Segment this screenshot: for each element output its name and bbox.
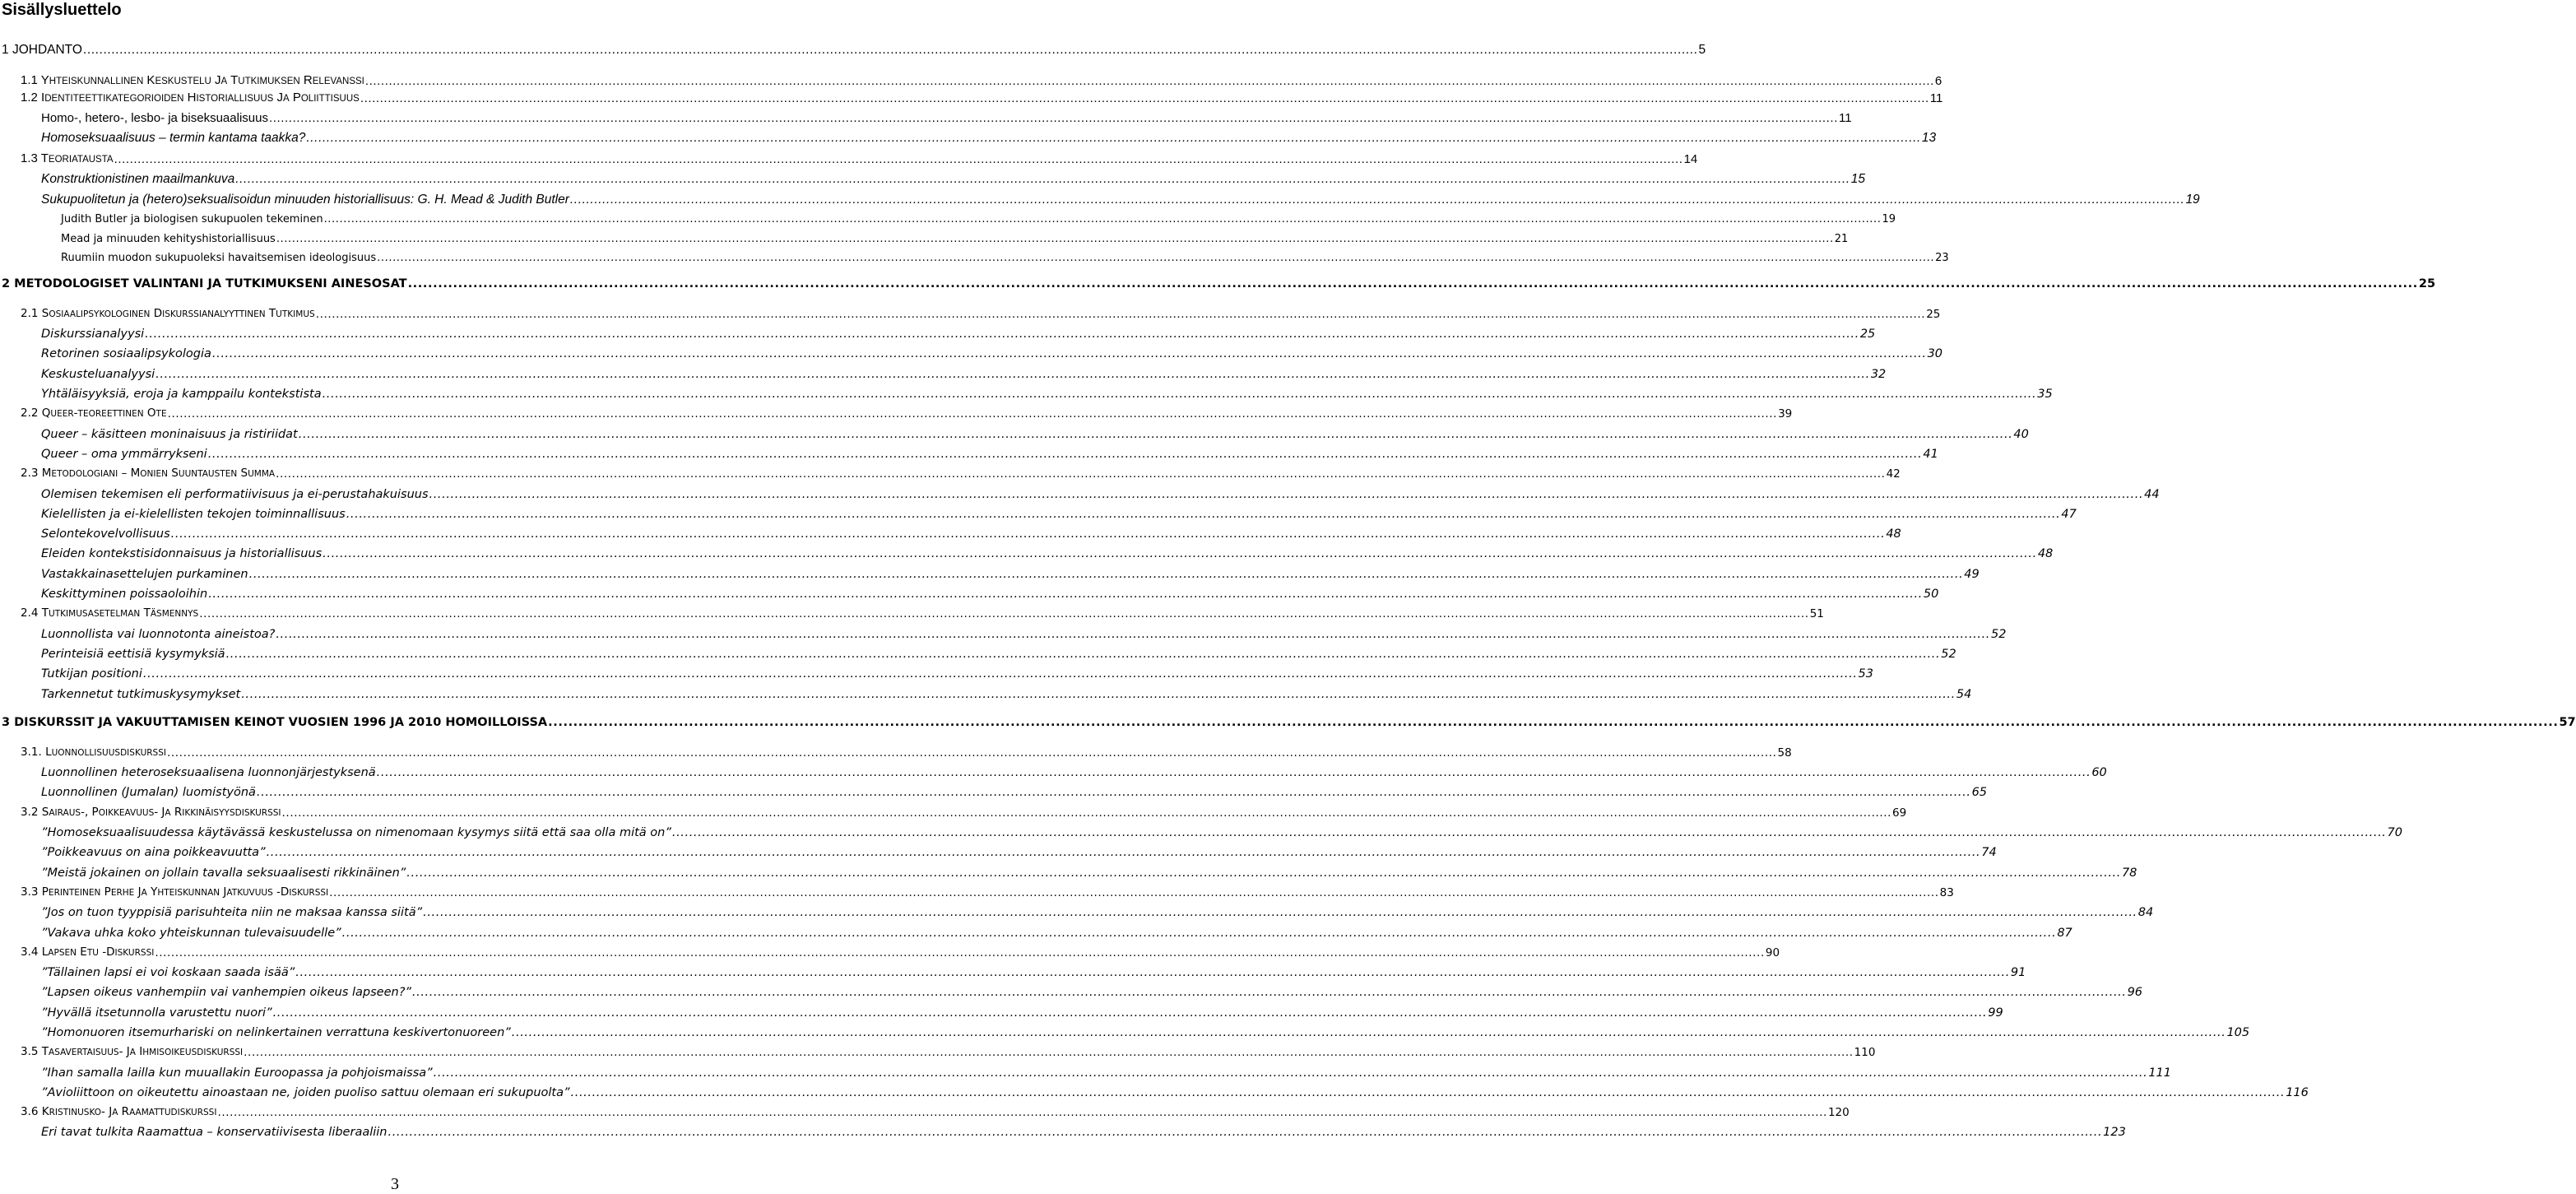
toc-entry-label: [41, 566, 248, 583]
toc-entry-label: [41, 865, 406, 881]
toc-entry-title: ”Lapsen oikeus vanhempiin vai vanhempien oikeus lapseen?”: [41, 986, 411, 999]
toc-entry-title: Tutkijan positioni: [41, 667, 142, 681]
toc-entry-title: Olemisen tekemisen eli performatiivisuus ja ei-perustahakuisuus: [41, 488, 429, 501]
toc-entry-title: Homoseksuaalisuus – termin kantama taakka?: [41, 131, 306, 145]
dot-leader: ................................................................................................................................................................................................................................................................................................................................................................................................................: [199, 607, 1809, 620]
toc-entry-label: [41, 346, 211, 362]
toc-entry-number: 1: [2, 43, 12, 57]
toc-entry-page: 19: [1882, 213, 1896, 225]
toc-entry-title: Luonnollista vai luonnotonta aineistoa?: [41, 628, 276, 641]
dot-leader: ................................................................................................................................................................................................................................................................................................................................................................................................................: [429, 488, 2144, 501]
dot-leader: ................................................................................................................................................................................................................................................................................................................................................................................................................: [266, 846, 1981, 859]
dot-leader: ................................................................................................................................................................................................................................................................................................................................................................................................................: [142, 667, 1858, 681]
toc-entry-page: 30: [1927, 347, 1943, 360]
toc-entry-page: 123: [2103, 1126, 2126, 1139]
toc-entry-page: 50: [1923, 588, 1939, 601]
toc-entry-label: [41, 386, 322, 402]
toc-entry-page: 25: [1859, 328, 1876, 341]
toc-entry-title: PERINTEINEN PERHE JA YHTEISKUNNAN JATKUVUUS -DISKURSSI: [41, 885, 329, 899]
toc-entry[interactable]: [41, 1063, 2172, 1081]
toc-entry-page: 44: [2144, 488, 2160, 501]
toc-entry-page: 32: [1870, 368, 1887, 381]
toc-entry-number: 1.3: [21, 151, 41, 165]
toc-entry[interactable]: [21, 604, 1824, 622]
toc-entry-page: 58: [1777, 746, 1792, 760]
dot-leader: ................................................................................................................................................................................................................................................................................................................................................................................................................: [329, 886, 1939, 899]
toc-entry[interactable]: [2, 40, 1706, 58]
toc-entry-number: 3.6: [21, 1105, 42, 1118]
dot-leader: ................................................................................................................................................................................................................................................................................................................................................................................................................: [511, 1026, 2226, 1039]
toc-entry[interactable]: [41, 384, 2053, 402]
dot-leader: ................................................................................................................................................................................................................................................................................................................................................................................................................: [346, 508, 2061, 521]
toc-entry-number: 3.5: [21, 1045, 42, 1058]
toc-entry-title: Mead ja minuuden kehityshistoriallisuus: [61, 233, 276, 245]
dot-leader: ................................................................................................................................................................................................................................................................................................................................................................................................................: [411, 986, 2127, 999]
toc-entry-number: 3.2: [21, 806, 42, 819]
toc-entry-label: [41, 486, 429, 503]
toc-entry-page: 78: [2121, 866, 2137, 880]
toc-entry[interactable]: [41, 863, 2137, 881]
toc-entry-title: LUONNOLLISUUSDISKURSSI: [45, 746, 166, 759]
toc-entry-title: Homo-, hetero-, lesbo- ja biseksuaalisuus: [41, 111, 268, 125]
toc-entry-title: Tarkennetut tutkimuskysymykset: [41, 688, 241, 701]
toc-entry-title: Selontekovelvollisuus: [41, 527, 170, 541]
toc-entry-label: [41, 546, 322, 562]
toc-entry-page: 120: [1827, 1106, 1850, 1119]
toc-entry-page: 42: [1886, 467, 1901, 481]
toc-entry[interactable]: [41, 444, 1938, 462]
toc-entry-page: 41: [1923, 448, 1938, 461]
dot-leader: ................................................................................................................................................................................................................................................................................................................................................................................................................: [241, 688, 1956, 701]
toc-entry-page: 87: [2057, 927, 2072, 940]
toc-entry-title: SOSIAALIPSYKOLOGINEN DISKURSSIANALYYTTINEN TUTKIMUS: [41, 307, 315, 320]
toc-entry[interactable]: [41, 763, 2107, 781]
toc-entry-title: JOHDANTO: [12, 43, 82, 57]
toc-entry-label: [21, 72, 364, 90]
toc-entry-title: KRISTINUSKO- JA RAAMATTUDISKURSSI: [41, 1105, 217, 1118]
toc-entry-label: [2, 42, 82, 58]
dot-leader: ................................................................................................................................................................................................................................................................................................................................................................................................................: [276, 628, 1990, 641]
toc-entry[interactable]: [21, 404, 1793, 422]
toc-entry-page: 53: [1858, 667, 1873, 681]
toc-entry-page: 48: [1886, 527, 1901, 541]
toc-entry-label: [21, 1103, 216, 1121]
toc-entry-title: Luonnollinen heteroseksuaalisena luonnonjärjestyksenä: [41, 766, 376, 779]
toc-entry[interactable]: [21, 72, 1942, 90]
dot-leader: ................................................................................................................................................................................................................................................................................................................................................................................................................: [211, 347, 1927, 360]
toc-entry-label: [41, 1085, 570, 1101]
toc-entry-label: [41, 446, 207, 462]
toc-entry[interactable]: [2, 274, 2436, 292]
dot-leader: ................................................................................................................................................................................................................................................................................................................................................................................................................: [82, 43, 1698, 57]
toc-entry-title: IDENTITEETTIKATEGORIOIDEN HISTORIALLISUUS JA POLIITTISUUS: [41, 91, 360, 105]
toc-entry-label: [21, 1043, 243, 1061]
dot-leader: ................................................................................................................................................................................................................................................................................................................................................................................................................: [114, 152, 1683, 166]
toc-entry-page: 96: [2127, 986, 2143, 999]
toc-entry-number: 2.4: [21, 606, 42, 620]
toc-entry-page: 23: [1935, 252, 1949, 264]
toc-entry-page: 15: [1850, 172, 1866, 186]
toc-entry-title: ”Tällainen lapsi ei voi koskaan saada isää”: [41, 966, 295, 979]
toc-entry-label: [2, 714, 547, 731]
toc-entry-label: [41, 506, 346, 523]
toc-entry[interactable]: [21, 89, 1943, 107]
dot-leader: ................................................................................................................................................................................................................................................................................................................................................................................................................: [225, 648, 1941, 661]
toc-entry-label: [41, 666, 142, 682]
toc-entry-number: 1.1: [21, 73, 41, 87]
dot-leader: ................................................................................................................................................................................................................................................................................................................................................................................................................: [276, 233, 1834, 245]
toc-entry-page: 83: [1939, 886, 1954, 899]
toc-entry-label: [21, 465, 275, 482]
toc-entry[interactable]: [41, 524, 1901, 542]
toc-entry-page: 54: [1956, 688, 1972, 701]
dot-leader: ................................................................................................................................................................................................................................................................................................................................................................................................................: [406, 866, 2121, 880]
toc-entry-number: 3.1.: [21, 746, 46, 759]
toc-entry[interactable]: [41, 1003, 2003, 1021]
toc-entry-page: 6: [1934, 74, 1942, 88]
toc-entry-page: 25: [2418, 277, 2436, 290]
toc-entry-page: 60: [2091, 766, 2107, 779]
dot-leader: ................................................................................................................................................................................................................................................................................................................................................................................................................: [322, 388, 2037, 401]
toc-entry-label: [2, 276, 407, 292]
toc-entry[interactable]: [61, 249, 1949, 267]
toc-entry-title: Sukupuolitetun ja (hetero)seksualisoidun minuuden historiallisuus: G. H. Mead & Judith Butler: [41, 193, 569, 207]
toc-entry-title: ”Homoseksuaalisuudessa käytävässä keskustelussa on nimenomaan kysymys siitä että saa olla mitä on”: [41, 826, 671, 839]
toc-entry-label: [41, 904, 422, 921]
toc-entry-label: [21, 744, 166, 761]
toc-entry-page: 105: [2226, 1026, 2250, 1039]
toc-entry[interactable]: [21, 803, 1907, 821]
toc-entry[interactable]: [21, 464, 1901, 482]
toc-entry-page: 19: [2185, 193, 2200, 207]
toc-entry-title: METODOLOGIANI – MONIEN SUUNTAUSTEN SUMMA: [41, 467, 276, 480]
toc-entry-page: 74: [1981, 846, 1997, 859]
toc-entry-page: 52: [1941, 648, 1956, 661]
toc-entry-label: [21, 151, 114, 168]
toc-entry-number: 2.3: [21, 467, 42, 480]
toc-entry-title: Queer – käsitteen moninaisuus ja ristiriidat: [41, 428, 298, 441]
toc-entry-label: [41, 171, 234, 188]
toc-entry-label: [41, 326, 144, 342]
toc-entry[interactable]: [21, 304, 1941, 323]
dot-leader: ................................................................................................................................................................................................................................................................................................................................................................................................................: [272, 1006, 1988, 1020]
toc-entry[interactable]: [41, 425, 2029, 443]
dot-leader: ................................................................................................................................................................................................................................................................................................................................................................................................................: [377, 252, 1935, 264]
toc-entry-title: ”Hyvällä itsetunnolla varustettu nuori”: [41, 1006, 272, 1020]
dot-leader: ................................................................................................................................................................................................................................................................................................................................................................................................................: [364, 74, 1934, 88]
dot-leader: ................................................................................................................................................................................................................................................................................................................................................................................................................: [155, 946, 1765, 959]
toc-entry-title: Eleiden kontekstisidonnaisuus ja historiallisuus: [41, 547, 323, 560]
dot-leader: ................................................................................................................................................................................................................................................................................................................................................................................................................: [145, 328, 1859, 341]
toc-entry-title: Keskusteluanalyysi: [41, 368, 155, 381]
toc-entry[interactable]: [21, 1103, 1850, 1121]
toc-entry-title: ”Homonuoren itsemurhariski on nelinkertainen verrattuna keskivertonuoreen”: [41, 1026, 511, 1039]
toc-entry[interactable]: [41, 324, 1876, 342]
toc-entry-page: 40: [2013, 428, 2029, 441]
toc-entry[interactable]: [21, 883, 1954, 901]
toc-entry-title: SAIRAUS-, POIKKEAVUUS- JA RIKKINÄISYYSDISKURSSI: [41, 806, 281, 819]
dot-leader: ................................................................................................................................................................................................................................................................................................................................................................................................................: [235, 172, 1850, 186]
dot-leader: ................................................................................................................................................................................................................................................................................................................................................................................................................: [256, 786, 1971, 799]
toc-entry-number: 2.1: [21, 307, 42, 320]
toc-entry[interactable]: [21, 1043, 1876, 1061]
toc-entry-page: 57: [2559, 716, 2576, 729]
toc-entry[interactable]: [41, 504, 2077, 523]
dot-leader: ................................................................................................................................................................................................................................................................................................................................................................................................................: [298, 428, 2013, 441]
toc-entry-page: 90: [1765, 946, 1780, 959]
page-number: 3: [391, 1175, 399, 1193]
toc-entry-label: [41, 130, 305, 146]
toc-entry-label: [21, 884, 328, 901]
toc-entry-label: [21, 804, 281, 821]
dot-leader: ................................................................................................................................................................................................................................................................................................................................................................................................................: [570, 1086, 2286, 1099]
toc-entry[interactable]: [41, 783, 1988, 801]
toc-entry-page: 11: [1838, 111, 1852, 125]
toc-entry-label: [21, 944, 154, 961]
toc-entry-title: ”Vakava uhka koko yhteiskunnan tulevaisuudelle”: [41, 927, 341, 940]
toc-entry-number: 3: [2, 716, 15, 729]
toc-entry-number: 1.2: [21, 91, 42, 105]
dot-leader: ................................................................................................................................................................................................................................................................................................................................................................................................................: [155, 368, 1870, 381]
toc-entry-page: 69: [1892, 806, 1907, 820]
toc-entry[interactable]: [21, 943, 1780, 961]
toc-entry-page: 5: [1698, 43, 1706, 57]
toc-entry-title: Keskittyminen poissaoloihin: [41, 588, 208, 601]
dot-leader: ................................................................................................................................................................................................................................................................................................................................................................................................................: [281, 806, 1892, 820]
toc-entry-label: [41, 686, 240, 703]
dot-leader: ................................................................................................................................................................................................................................................................................................................................................................................................................: [170, 527, 1886, 541]
toc-entry[interactable]: [41, 903, 2154, 921]
toc-entry-label: [41, 844, 266, 861]
dot-leader: ................................................................................................................................................................................................................................................................................................................................................................................................................: [248, 568, 1964, 581]
toc-entry-label: [41, 426, 298, 443]
toc-entry-title: Diskurssianalyysi: [41, 328, 145, 341]
toc-entry-title: Retorinen sosiaalipsykologia: [41, 347, 211, 360]
toc-entry[interactable]: [41, 923, 2072, 941]
toc-entry-label: [41, 626, 275, 643]
toc-entry-label: [41, 784, 256, 801]
toc-entry-page: 116: [2286, 1086, 2309, 1099]
dot-leader: ................................................................................................................................................................................................................................................................................................................................................................................................................: [244, 1046, 1854, 1059]
page-title: Sisällysluettelo: [2, 1, 122, 19]
toc-entry[interactable]: [41, 823, 2402, 841]
toc-entry-title: Perinteisiä eettisiä kysymyksiä: [41, 648, 225, 661]
toc-entry-label: [41, 1005, 272, 1021]
toc-entry-page: 21: [1834, 233, 1849, 245]
toc-entry-title: YHTEISKUNNALLINEN KESKUSTELU JA TUTKIMUKSEN RELEVANSSI: [40, 73, 364, 87]
toc-entry-page: 111: [2148, 1066, 2172, 1080]
toc-entry-title: Ruumiin muodon sukupuoleksi havaitsemisen ideologisuus: [61, 252, 377, 264]
toc-entry[interactable]: [41, 644, 1956, 662]
toc-entry[interactable]: [41, 485, 2160, 503]
toc-entry-page: 14: [1683, 152, 1698, 166]
dot-leader: ................................................................................................................................................................................................................................................................................................................................................................................................................: [276, 467, 1886, 481]
toc-entry-title: ”Poikkeavuus on aina poikkeavuutta”: [41, 846, 266, 859]
toc-entry-label: [61, 250, 376, 267]
dot-leader: ................................................................................................................................................................................................................................................................................................................................................................................................................: [433, 1066, 2148, 1080]
toc-entry-label: [21, 305, 315, 323]
toc-entry[interactable]: [41, 170, 1866, 188]
toc-entry-page: 39: [1778, 407, 1793, 420]
toc-entry[interactable]: [41, 564, 1980, 583]
toc-entry-label: [41, 110, 268, 127]
toc-entry-page: 84: [2137, 906, 2154, 919]
toc-entry-label: [41, 526, 170, 542]
toc-entry[interactable]: [41, 1023, 2250, 1041]
toc-entry-title: ”Ihan samalla lailla kun muuallakin Euroopassa ja pohjoismaissa”: [41, 1066, 433, 1080]
toc-entry-label: [41, 764, 376, 781]
toc-entry-title: TEORIATAUSTA: [40, 151, 114, 165]
dot-leader: ................................................................................................................................................................................................................................................................................................................................................................................................................: [268, 111, 1838, 125]
toc-entry-page: 52: [1991, 628, 2007, 641]
toc-entry[interactable]: [61, 230, 1849, 248]
toc-entry-title: QUEER-TEOREETTINEN OTE: [41, 407, 167, 420]
toc-entry[interactable]: [21, 743, 1792, 761]
toc-entry[interactable]: [41, 128, 1937, 146]
toc-entry-title: Eri tavat tulkita Raamattua – konservatiivisesta liberaaliin: [41, 1126, 388, 1139]
toc-entry-number: 3.3: [21, 885, 42, 899]
dot-leader: ................................................................................................................................................................................................................................................................................................................................................................................................................: [208, 588, 1923, 601]
dot-leader: ................................................................................................................................................................................................................................................................................................................................................................................................................: [207, 448, 1923, 461]
toc-entry[interactable]: [61, 210, 1896, 228]
toc-entry-page: 99: [1988, 1006, 2003, 1020]
toc-entry[interactable]: [41, 344, 1943, 362]
toc-entry-page: 65: [1971, 786, 1988, 799]
dot-leader: ................................................................................................................................................................................................................................................................................................................................................................................................................: [323, 213, 1882, 225]
toc-entry-label: [61, 211, 323, 228]
dot-leader: ................................................................................................................................................................................................................................................................................................................................................................................................................: [569, 193, 2185, 207]
dot-leader: ................................................................................................................................................................................................................................................................................................................................................................................................................: [167, 407, 1778, 420]
toc-entry[interactable]: [21, 150, 1698, 168]
toc-entry-label: [21, 605, 198, 622]
toc-entry[interactable]: [41, 664, 1873, 682]
dot-leader: ................................................................................................................................................................................................................................................................................................................................................................................................................: [306, 131, 1921, 145]
toc-entry-page: 48: [2037, 547, 2054, 560]
toc-entry-label: [41, 192, 569, 208]
toc-entry[interactable]: [41, 685, 1972, 703]
toc-entry[interactable]: [41, 584, 1939, 602]
toc-entry[interactable]: [41, 109, 1852, 127]
dot-leader: ................................................................................................................................................................................................................................................................................................................................................................................................................: [341, 927, 2057, 940]
toc-entry[interactable]: [41, 190, 2200, 208]
toc-entry[interactable]: [41, 365, 1887, 383]
toc-entry-label: [41, 825, 671, 841]
toc-entry-label: [41, 925, 341, 941]
toc-entry-label: [41, 1124, 388, 1141]
toc-entry-number: 3.4: [21, 945, 42, 959]
toc-entry-number: 2.2: [21, 407, 42, 420]
toc-entry-label: [41, 646, 225, 662]
dot-leader: ................................................................................................................................................................................................................................................................................................................................................................................................................: [388, 1126, 2103, 1139]
toc-entry-label: [21, 405, 167, 422]
toc-entry-label: [41, 366, 155, 383]
toc-entry-number: 2: [2, 277, 15, 290]
dot-leader: ................................................................................................................................................................................................................................................................................................................................................................................................................: [295, 966, 2010, 979]
toc-entry-page: 110: [1854, 1046, 1876, 1059]
toc-entry-label: [61, 231, 276, 248]
toc-entry[interactable]: [41, 963, 2026, 981]
dot-leader: ................................................................................................................................................................................................................................................................................................................................................................................................................: [548, 716, 2559, 729]
toc-entry[interactable]: [41, 1083, 2309, 1101]
toc-entry-page: 11: [1929, 91, 1943, 105]
toc-entry-page: 51: [1809, 607, 1824, 620]
toc-entry[interactable]: [41, 544, 2054, 562]
toc-entry-label: [41, 964, 295, 981]
toc-entry-title: Kielellisten ja ei-kielellisten tekojen toiminnallisuus: [41, 508, 346, 521]
toc-entry[interactable]: [41, 625, 2007, 643]
dot-leader: ................................................................................................................................................................................................................................................................................................................................................................................................................: [376, 766, 2091, 779]
dot-leader: ................................................................................................................................................................................................................................................................................................................................................................................................................: [217, 1106, 1827, 1119]
toc-entry-title: Queer – oma ymmärrykseni: [41, 448, 207, 461]
dot-leader: ................................................................................................................................................................................................................................................................................................................................................................................................................: [315, 308, 1926, 321]
dot-leader: ................................................................................................................................................................................................................................................................................................................................................................................................................: [407, 277, 2418, 290]
toc-entry-title: Yhtäläisyyksiä, eroja ja kamppailu kontekstista: [41, 388, 322, 401]
toc-entry-label: [41, 1065, 433, 1081]
toc-entry-title: DISKURSSIT JA VAKUUTTAMISEN KEINOT VUOSIEN 1996 JA 2010 HOMOILLOISSA: [14, 716, 548, 729]
toc-entry[interactable]: [41, 1122, 2126, 1141]
toc-entry[interactable]: [41, 983, 2143, 1001]
toc-entry-page: 49: [1964, 568, 1980, 581]
toc-entry-page: 13: [1921, 131, 1937, 145]
dot-leader: ................................................................................................................................................................................................................................................................................................................................................................................................................: [423, 906, 2137, 919]
toc-entry-title: TUTKIMUSASETELMAN TÄSMENNYS: [41, 606, 199, 620]
dot-leader: ................................................................................................................................................................................................................................................................................................................................................................................................................: [671, 826, 2387, 839]
dot-leader: ................................................................................................................................................................................................................................................................................................................................................................................................................: [323, 547, 2037, 560]
toc-entry-page: 35: [2037, 388, 2053, 401]
toc-entry-title: ”Meistä jokainen on jollain tavalla seksuaalisesti rikkinäinen”: [41, 866, 406, 880]
toc-entry-label: [41, 984, 411, 1001]
toc-entry-title: ”Avioliittoon on oikeutettu ainoastaan ne, joiden puoliso sattuu olemaan eri sukupuolta”: [41, 1086, 570, 1099]
toc-entry-label: [41, 586, 207, 602]
toc-entry-page: 25: [1926, 308, 1941, 321]
toc-entry-title: Vastakkainasettelujen purkaminen: [41, 568, 248, 581]
toc-entry[interactable]: [41, 843, 1997, 861]
toc-entry-page: 91: [2010, 966, 2026, 979]
dot-leader: ................................................................................................................................................................................................................................................................................................................................................................................................................: [360, 91, 1929, 105]
toc-entry-title: Konstruktionistinen maailmankuva: [41, 172, 235, 186]
dot-leader: ................................................................................................................................................................................................................................................................................................................................................................................................................: [167, 746, 1777, 760]
toc-entry-page: 70: [2387, 826, 2402, 839]
toc-entry-title: ”Jos on tuon tyyppisiä parisuhteita niin ne maksaa kanssa siitä”: [41, 906, 423, 919]
toc-entry-title: LAPSEN ETU -DISKURSSI: [41, 945, 155, 959]
toc-entry-label: [21, 90, 360, 107]
toc-entry[interactable]: [2, 713, 2576, 731]
toc-entry-title: Luonnollinen (Jumalan) luomistyönä: [41, 786, 256, 799]
toc-entry-page: 47: [2061, 508, 2077, 521]
toc-entry-title: TASAVERTAISUUS- JA IHMISOIKEUSDISKURSSI: [41, 1045, 244, 1058]
toc-entry-title: METODOLOGISET VALINTANI JA TUTKIMUKSENI AINESOSAT: [14, 277, 407, 290]
toc-entry-label: [41, 1024, 511, 1041]
toc-entry-title: Judith Butler ja biologisen sukupuolen tekeminen: [61, 213, 323, 225]
